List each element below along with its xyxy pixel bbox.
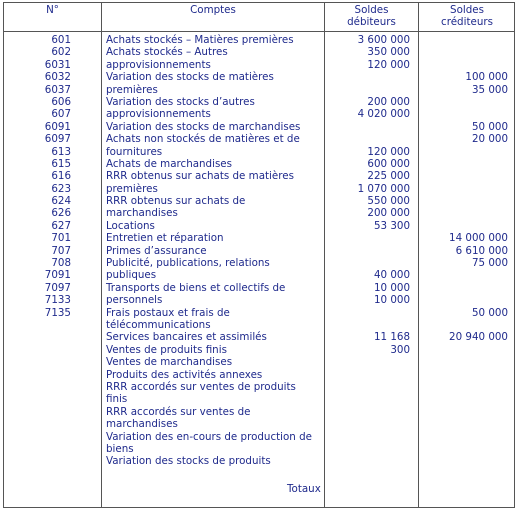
account-label: marchandises (106, 418, 178, 431)
account-number: 708 (51, 257, 71, 270)
credit-value (419, 34, 508, 46)
account-label: RRR obtenus sur achats de matières (106, 170, 294, 183)
account-number: 7135 (44, 306, 71, 319)
account-label: Frais postaux et frais de (106, 306, 230, 319)
account-number: 606 (51, 95, 71, 108)
credit-value (419, 418, 508, 430)
credit-value (419, 455, 508, 467)
balance-table (3, 2, 515, 508)
column-divider (101, 3, 102, 507)
debit-value (325, 381, 410, 393)
account-label: Ventes de produits finis (106, 343, 227, 356)
account-number: 613 (51, 145, 71, 158)
debit-value (325, 232, 410, 244)
account-label: RRR obtenus sur achats de (106, 195, 246, 208)
credit-value (419, 170, 508, 182)
debit-value: 11 168 (373, 331, 410, 344)
account-label: finis (106, 393, 128, 406)
account-label: Achats non stockés de matières et de (106, 133, 300, 146)
debit-value (325, 84, 410, 96)
account-label: Produits des activités annexes (106, 368, 263, 381)
account-number: 6031 (44, 58, 71, 71)
header-soldes-crediteurs: Soldes créditeurs (441, 4, 493, 29)
debit-value (325, 356, 410, 368)
credit-value: 100 000 (465, 71, 508, 84)
credit-value: 50 000 (471, 306, 508, 319)
credit-value (419, 158, 508, 170)
account-number: 607 (51, 108, 71, 121)
credit-value (419, 207, 508, 219)
debit-column (325, 34, 410, 468)
account-label: Ventes de marchandises (106, 356, 233, 369)
account-number: 627 (51, 219, 71, 232)
credit-value: 6 610 000 (455, 244, 508, 257)
debit-value (325, 369, 410, 381)
debit-value (325, 133, 410, 145)
account-number: 7133 (44, 294, 71, 307)
debit-value: 225 000 (367, 170, 410, 183)
account-label: Publicité, publications, relations (106, 257, 270, 270)
credit-value (419, 381, 508, 393)
debit-value (325, 71, 410, 83)
debit-value (325, 418, 410, 430)
debit-value: 40 000 (373, 269, 410, 282)
credit-value: 75 000 (471, 257, 508, 270)
account-label: RRR accordés sur ventes de produits (106, 380, 296, 393)
account-label: Variation des en-cours de production de (106, 430, 312, 443)
account-label: fournitures (106, 145, 163, 158)
credit-value (419, 356, 508, 368)
header-numero: N° (46, 4, 59, 16)
debit-value (325, 245, 410, 257)
account-label: Variation des stocks de matières (106, 71, 274, 84)
debit-value (325, 431, 410, 443)
account-number: 707 (51, 244, 71, 257)
credit-value (419, 294, 508, 306)
credit-value (419, 183, 508, 195)
credit-value (419, 220, 508, 232)
debit-value: 600 000 (367, 157, 410, 170)
credit-column (419, 34, 508, 468)
account-number: 616 (51, 170, 71, 183)
account-label: Locations (106, 219, 155, 232)
credit-value (419, 146, 508, 158)
debit-value: 200 000 (367, 95, 410, 108)
credit-value (419, 269, 508, 281)
account-number: 623 (51, 182, 71, 195)
account-label: télécommunications (106, 318, 211, 331)
debit-value: 350 000 (367, 46, 410, 59)
credit-value (419, 393, 508, 405)
debit-value (325, 443, 410, 455)
credit-value (419, 369, 508, 381)
account-number: 6091 (44, 120, 71, 133)
account-label: personnels (106, 294, 163, 307)
account-number: 626 (51, 207, 71, 220)
account-label: Entretien et réparation (106, 232, 224, 245)
account-label: Services bancaires et assimilés (106, 331, 267, 344)
debit-value (325, 307, 410, 319)
account-label: biens (106, 442, 134, 455)
debit-value (325, 393, 410, 405)
credit-value (419, 59, 508, 71)
totaux-label: Totaux (287, 483, 321, 495)
credit-value (419, 195, 508, 207)
header-soldes-debiteurs: Soldes débiteurs (347, 4, 396, 29)
credit-value (419, 431, 508, 443)
account-label: Variation des stocks de produits (106, 455, 271, 468)
debit-value: 120 000 (367, 145, 410, 158)
account-label: publiques (106, 269, 157, 282)
account-number: 7097 (44, 281, 71, 294)
account-label: approvisionnements (106, 58, 211, 71)
debit-value: 53 300 (373, 219, 410, 232)
debit-value (325, 121, 410, 133)
account-number: 602 (51, 46, 71, 59)
debit-value (325, 455, 410, 467)
credit-value: 14 000 000 (449, 232, 508, 245)
credit-value: 50 000 (471, 120, 508, 133)
credit-value (419, 406, 508, 418)
credit-value (419, 344, 508, 356)
debit-value: 300 (390, 343, 410, 356)
account-label: marchandises (106, 207, 178, 220)
account-label: Variation des stocks d’autres (106, 95, 255, 108)
credit-value (419, 319, 508, 331)
debit-value (325, 319, 410, 331)
debit-value: 120 000 (367, 58, 410, 71)
credit-value (419, 443, 508, 455)
account-number: 624 (51, 195, 71, 208)
account-number: 6032 (44, 71, 71, 84)
account-number: 6097 (44, 133, 71, 146)
account-label: Achats stockés – Matières premières (106, 34, 294, 46)
credit-value (419, 282, 508, 294)
header-comptes: Comptes (190, 4, 236, 16)
comptes-column (106, 34, 322, 468)
account-label: Transports de biens et collectifs de (106, 281, 286, 294)
account-number: 615 (51, 157, 71, 170)
account-number: 7091 (44, 269, 71, 282)
debit-value (325, 406, 410, 418)
account-label: RRR accordés sur ventes de (106, 405, 251, 418)
account-label: Variation des stocks de marchandises (106, 120, 301, 133)
account-number: 701 (51, 232, 71, 245)
debit-value (325, 257, 410, 269)
debit-value: 550 000 (367, 195, 410, 208)
debit-value: 200 000 (367, 207, 410, 220)
credit-value (419, 108, 508, 120)
debit-value: 10 000 (373, 281, 410, 294)
debit-value: 10 000 (373, 294, 410, 307)
credit-value: 20 000 (471, 133, 508, 146)
header-divider (4, 31, 514, 32)
account-number: 6037 (44, 83, 71, 96)
account-label: Achats de marchandises (106, 157, 233, 170)
account-label: Achats stockés – Autres (106, 46, 228, 59)
credit-value: 35 000 (471, 83, 508, 96)
account-label: premières (106, 182, 158, 195)
debit-value: 3 600 000 (357, 34, 410, 46)
credit-value (419, 96, 508, 108)
debit-value: 4 020 000 (357, 108, 410, 121)
account-number: 601 (51, 34, 71, 46)
numero-column (4, 34, 71, 319)
account-label: Primes d’assurance (106, 244, 207, 257)
debit-value: 1 070 000 (357, 182, 410, 195)
credit-value: 20 940 000 (449, 331, 508, 344)
account-label: premières (106, 83, 158, 96)
credit-value (419, 46, 508, 58)
account-label: approvisionnements (106, 108, 211, 121)
